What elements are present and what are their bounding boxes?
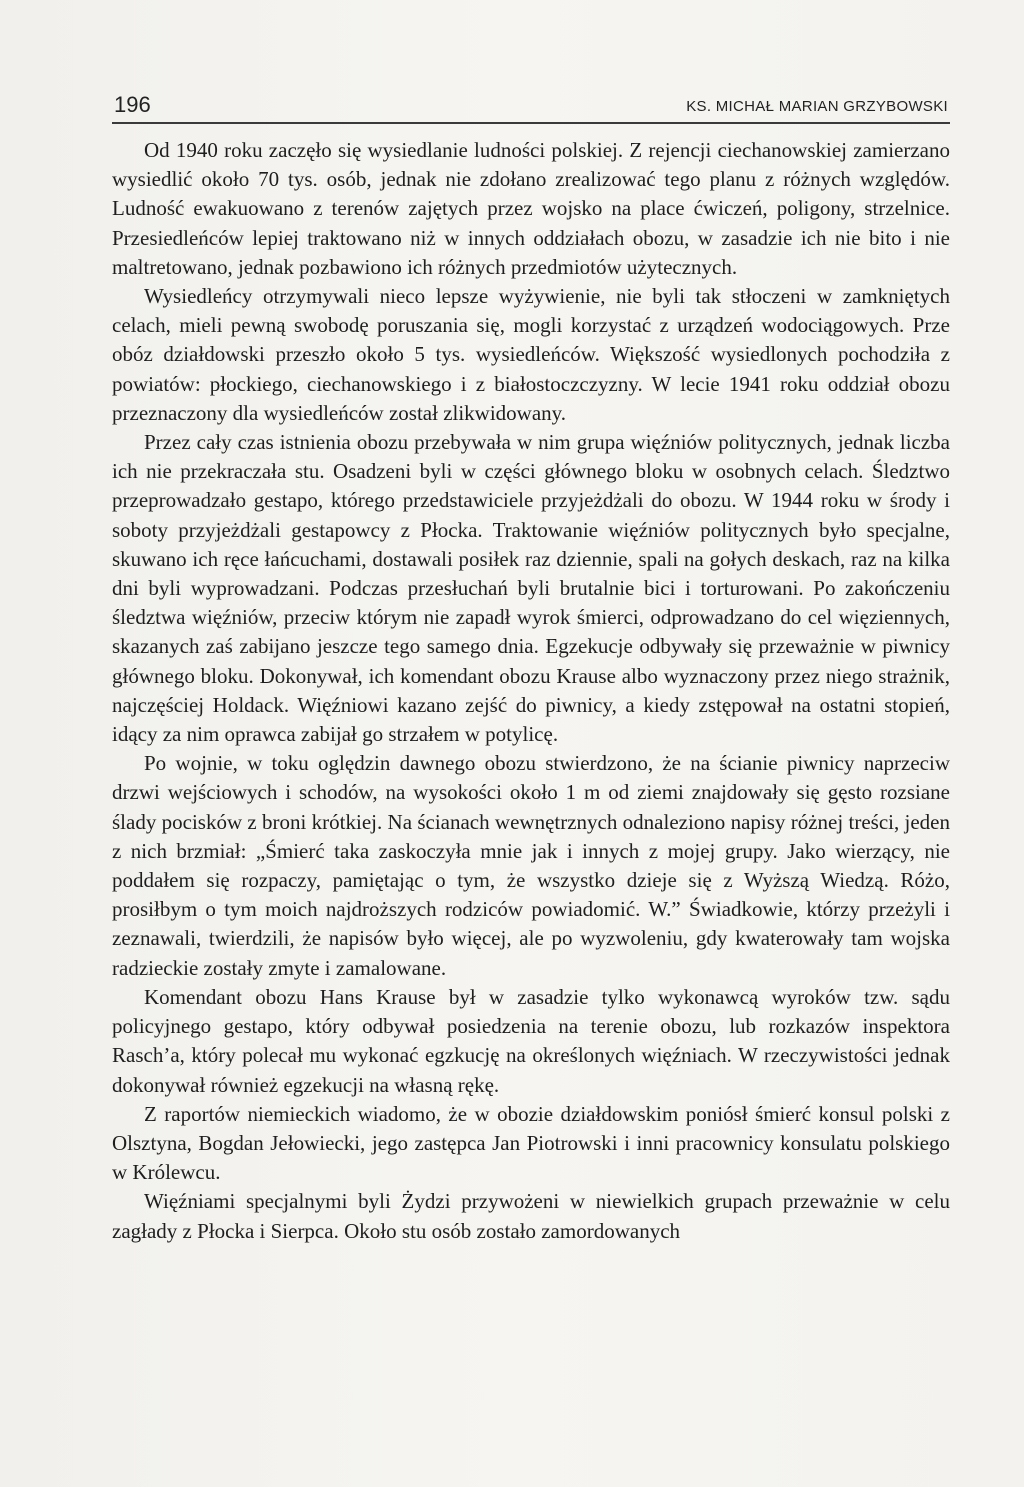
paragraph: Wysiedleńcy otrzymywali nieco lepsze wyżywienie, nie byli tak stłoczeni w zamkniętych celach, mieli pewną swobodę poruszania się, mogli korzystać z urządzeń wodociągowych. Prze obóz działdowski przeszło około 5 tys. wysiedleńców. Większość wysiedlonych pochodziła z powiatów: płockiego, ciechanowskiego i z białostoczczyzny. W lecie 1941 roku oddział obozu przeznaczony dla wysiedleńców został zlikwidowany. bbox=[112, 284, 950, 425]
paragraph: Z raportów niemieckich wiadomo, że w obozie działdowskim poniósł śmierć konsul polski z Olsztyna, Bogdan Jełowiecki, jego zastępca Jan Piotrowski i inni pracownicy konsulatu polskiego w Królewcu. bbox=[112, 1101, 950, 1185]
paragraph: Po wojnie, w toku oględzin dawnego obozu stwierdzono, że na ścianie piwnicy naprzeciw drzwi wejściowych i schodów, na wysokości około 1 m od ziemi znajdowały się gęsto rozsiane ślady pocisków z broni krótkiej. Na ścianach wewnętrznych odnaleziono napisy różnej treści, jeden z nich brzmiał: „Śmierć taka zaskoczyła mnie jak i innych z mojej grupy. Jako wierzący, nie poddałem się rozpaczy, pamiętając o tym, że wszystko dzieje się z Wyższą Wiedzą. Różo, prosiłbym o tym moich najdroższych rodziców powiadomić. W.” Świadkowie, którzy przeżyli i zeznawali, twierdzili, że napisów było więcej, ale po wyzwoleniu, gdy kwaterowały tam wojska radzieckie zostały zmyte i zamalowane. bbox=[112, 751, 950, 980]
paragraph: Od 1940 roku zaczęło się wysiedlanie ludności polskiej. Z rejencji ciechanowskiej zamierzano wysiedlić około 70 tys. osób, jednak nie zdołano zrealizować tego planu z różnych względów. Ludność ewakuowano z terenów zajętych przez wojsko na place ćwiczeń, poligony, strzelnice. Przesiedleńców lepiej traktowano niż w innych oddziałach obozu, w zasadzie ich nie bito i nie maltretowano, jednak pozbawiono ich różnych przedmiotów użytecznych. bbox=[112, 138, 950, 279]
running-head: KS. MICHAŁ MARIAN GRZYBOWSKI bbox=[686, 98, 948, 115]
page-number: 196 bbox=[114, 92, 151, 117]
paragraph: Przez cały czas istnienia obozu przebywała w nim grupa więźniów politycznych, jednak liczba ich nie przekraczała stu. Osadzeni byli w części głównego bloku w osobnych celach. Śledztwo przeprowadzało gestapo, którego przedstawiciele przyjeżdżali do obozu. W 1944 roku w środy i soboty przyjeżdżali gestapowcy z Płocka. Traktowanie więźniów politycznych było specjalne, skuwano ich ręce łańcuchami, dostawali posiłek raz dziennie, spali na gołych deskach, raz na kilka dni byli wyprowadzani. Podczas przesłuchań byli brutalnie bici i torturowani. Po zakończeniu śledztwa więźniów, przeciw którym nie zapadł wyrok śmierci, odprowadzano do cel więziennych, skazanych zaś zabijano jeszcze tego samego dnia. Egzekucje odbywały się przeważnie w piwnicy głównego bloku. Dokonywał, ich komendant obozu Krause albo wyznaczony przez niego strażnik, najczęściej Holdack. Więźniowi kazano zejść do piwnicy, a kiedy zstępował na ostatni stopień, idący za nim oprawca zabijał go strzałem w potylicę. bbox=[112, 430, 950, 747]
body-text bbox=[112, 136, 950, 1246]
paragraph: Komendant obozu Hans Krause był w zasadzie tylko wykonawcą wyroków tzw. sądu policyjnego gestapo, który odbywał posiedzenia na terenie obozu, lub rozkazów inspektora Rasch’a, który polecał mu wykonać egzkucję na określonych więźniach. W rzeczywistości jednak dokonywał również egzekucji na własną rękę. bbox=[112, 984, 950, 1097]
paragraph: Więźniami specjalnymi byli Żydzi przywożeni w niewielkich grupach przeważnie w celu zagłady z Płocka i Sierpca. Około stu osób zostało zamordowanych bbox=[112, 1189, 950, 1243]
page-header bbox=[112, 92, 950, 124]
